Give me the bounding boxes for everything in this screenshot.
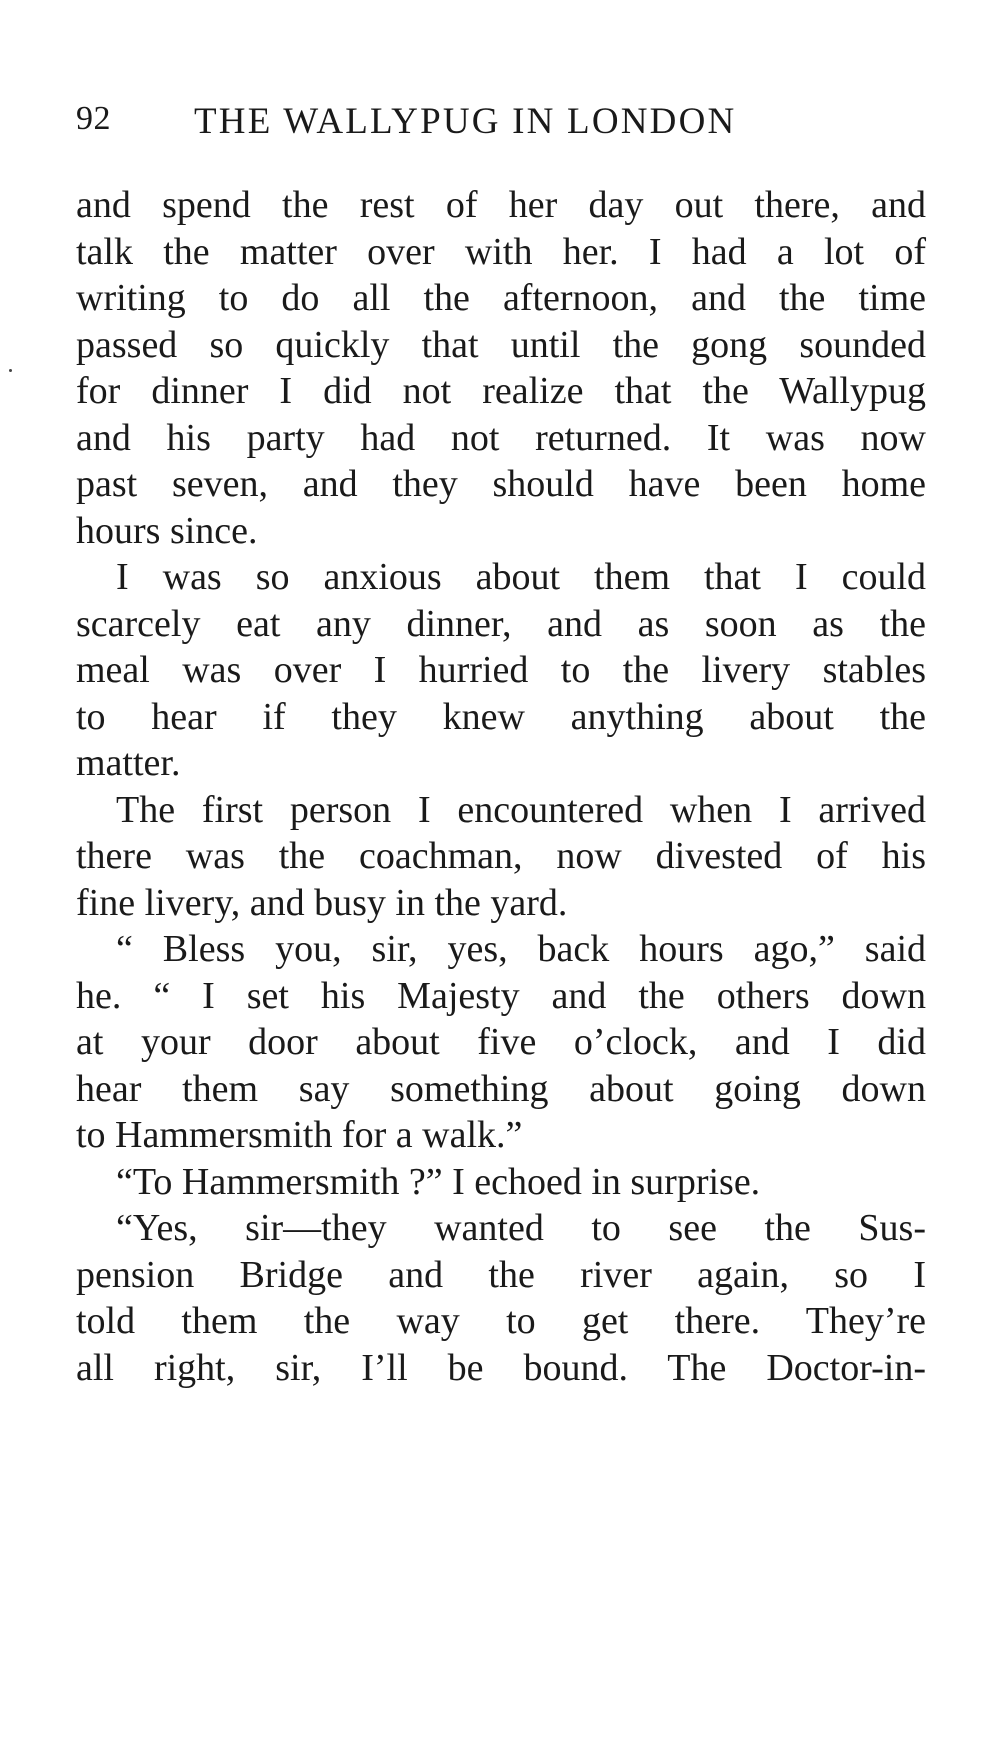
text-line: scarcely eat any dinner, and as soon as the: [76, 602, 926, 645]
text-line: matter.: [76, 742, 181, 784]
text-line: there was the coachman, now divested of his: [76, 835, 926, 877]
text-line: “ Bless you, sir, yes, back hours ago,” said: [116, 928, 926, 970]
text-line: past seven, and they should have been home: [76, 463, 926, 505]
text-line: passed so quickly that until the gong sounded: [76, 323, 926, 366]
text-line: hear them say something about going down: [76, 1067, 926, 1110]
text-line: meal was over I hurried to the livery stables: [76, 649, 926, 691]
text-line: at your door about five o’clock, and I did: [76, 1021, 926, 1063]
text-line: “To Hammersmith ?” I echoed in surprise.: [116, 1160, 761, 1203]
text-line: and his party had not returned. It was now: [76, 416, 926, 459]
margin-speck: [9, 369, 12, 372]
text-line: I was so anxious about them that I could: [116, 556, 926, 598]
text-line: pension Bridge and the river again, so I: [76, 1253, 926, 1296]
text-line: writing to do all the afternoon, and the time: [76, 277, 926, 319]
text-line: The first person I encountered when I arrived: [116, 788, 926, 831]
text-line: and spend the rest of her day out there, and: [76, 184, 926, 226]
body-text: [76, 182, 926, 1391]
text-line: all right, sir, I’ll be bound. The Doctor-in-: [76, 1346, 926, 1389]
text-line: he. “ I set his Majesty and the others down: [76, 974, 926, 1017]
text-line: for dinner I did not realize that the Wallypug: [76, 370, 926, 412]
text-line: fine livery, and busy in the yard.: [76, 881, 568, 924]
running-title: THE WALLYPUG IN LONDON: [194, 101, 737, 142]
page-header: [76, 100, 936, 150]
text-line: to Hammersmith for a walk.”: [76, 1114, 523, 1156]
page-number: 92: [76, 100, 111, 137]
text-line: “Yes, sir—they wanted to see the Sus-: [116, 1207, 926, 1249]
text-line: talk the matter over with her. I had a lot of: [76, 230, 926, 273]
text-line: hours since.: [76, 509, 258, 552]
text-line: to hear if they knew anything about the: [76, 695, 926, 738]
text-line: told them the way to get there. They’re: [76, 1300, 926, 1342]
